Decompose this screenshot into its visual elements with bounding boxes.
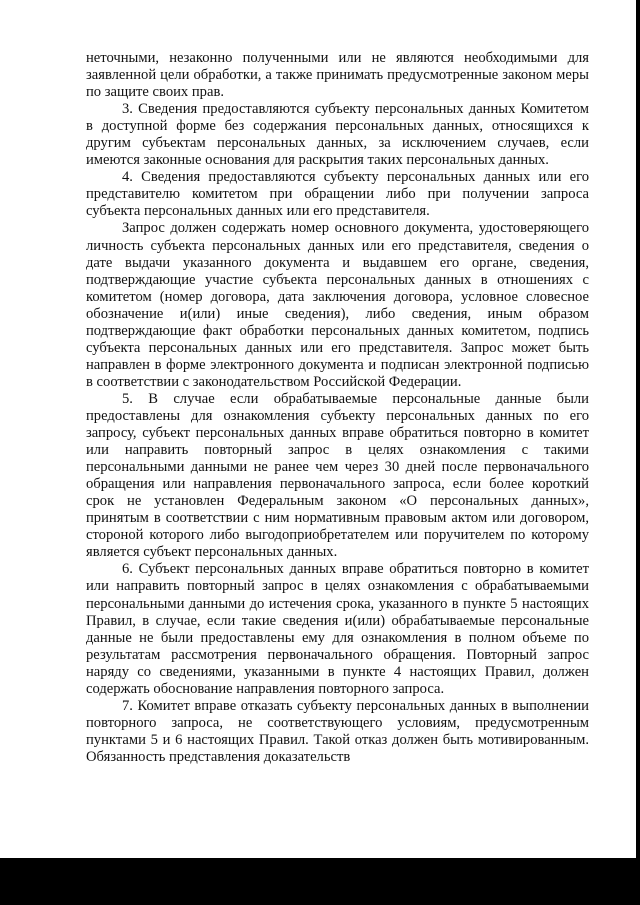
paragraph-item-5: 5. В случае если обрабатываемые персональные данные были предоставлены для ознакомления субъекту персональных данных по его запросу, субъект персональных данных вправе обратиться повторно в комитет или направить повторный запрос в целях ознакомления с такими персональными данными не ранее чем через 30 дней после первоначального обращения или направления первоначального запроса, если более короткий срок не установлен Федеральным законом «О персональных данных», принятым в соответствии с ним нормативным правовым актом или договором, стороной которого либо выгодоприобретателем или поручителем по которому является субъект персональных данных. [86, 390, 589, 561]
scan-bottom-border [0, 858, 640, 905]
paragraph-item-6: 6. Субъект персональных данных вправе обратиться повторно в комитет или направить повторный запрос в целях ознакомления с обрабатываемыми персональными данными до истечения срока, указанного в пункте 5 настоящих Правил, в случае, если такие сведения и(или) обрабатываемые персональные данные не были предоставлены ему для ознакомления в полном объеме по результатам рассмотрения первоначального обращения. Повторный запрос наряду со сведениями, указанными в пункте 4 настоящих Правил, должен содержать обоснование направления повторного запроса. [86, 561, 589, 697]
paragraph-continuation: неточными, незаконно полученными или не являются необходимыми для заявленной цели обработки, а также принимать предусмотренные законом меры по защите своих прав. [86, 50, 589, 101]
paragraph-item-3: 3. Сведения предоставляются субъекту персональных данных Комитетом в доступной форме без содержания персональных данных, относящихся к другим субъектам персональных данных, за исключением случаев, если имеются законные основания для раскрытия таких персональных данных. [86, 101, 589, 169]
document-body [86, 50, 589, 766]
scan-edge [636, 0, 640, 858]
paragraph-request-requirements: Запрос должен содержать номер основного документа, удостоверяющего личность субъекта персональных данных или его представителя, сведения о дате выдачи указанного документа и выдавшем его органе, сведения, подтверждающие участие субъекта персональных данных в отношениях с комитетом (номер договора, дата заключения договора, условное словесное обозначение и(или) иные сведения), либо сведения, иным образом подтверждающие факт обработки персональных данных комитетом, подпись субъекта персональных данных или его представителя. Запрос может быть направлен в форме электронного документа и подписан электронной подписью в соответствии с законодательством Российской Федерации. [86, 220, 589, 390]
paragraph-item-7: 7. Комитет вправе отказать субъекту персональных данных в выполнении повторного запроса, не соответствующего условиям, предусмотренным пунктами 5 и 6 настоящих Правил. Такой отказ должен быть мотивированным. Обязанность представления доказательств [86, 697, 589, 765]
paragraph-item-4: 4. Сведения предоставляются субъекту персональных данных или его представителю комитетом при обращении либо при получении запроса субъекта персональных данных или его представителя. [86, 169, 589, 220]
